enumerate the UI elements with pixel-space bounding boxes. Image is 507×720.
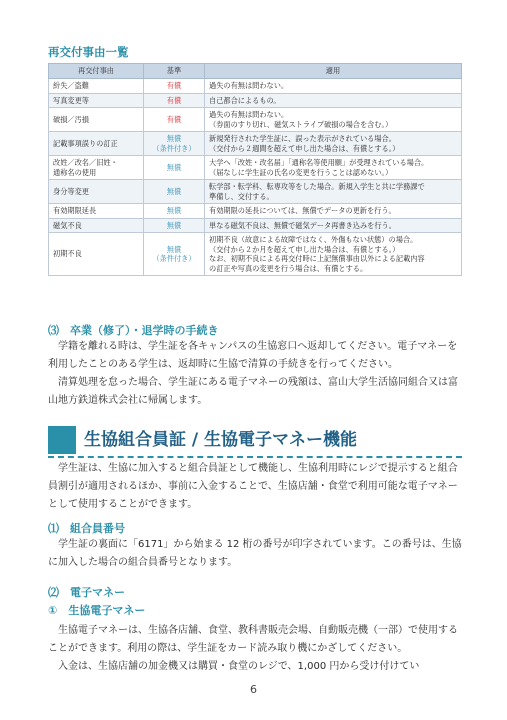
graduation-paragraph-1: 学籍を離れる時は、学生証を各キャンパスの生協窓口へ返却してください。電子マネーを利用したことのある学生は、返却時に生協で清算の手続きを行ってください。 — [48, 341, 458, 370]
header-basis: 基準 — [144, 64, 205, 79]
basis-cell: 無償 （条件付き） — [144, 233, 205, 276]
graduation-paragraph-2: 清算処理を怠った場合、学生証にある電子マネーの残額は、富山大学生活協同組合又は富山地方鉄道株式会社に帰属します。 — [48, 377, 458, 406]
table-row — [49, 204, 462, 219]
note-cell: 大学へ「改姓・改名届」「通称名等使用願」が受理されている場合。 （届なしに学生証の氏名の変更を行うことは認めない。） — [205, 156, 462, 180]
basis-cell: 有償 — [144, 79, 205, 94]
table-row — [49, 79, 462, 94]
table-row — [49, 156, 462, 180]
emoney-paragraph-1: 生協電子マネーは、生協各店舗、食堂、教科書販売会場、自動販売機（一部）で使用することができます。利用の際は、学生証をカード読み取り機にかざしてください。 — [48, 625, 458, 654]
member-number-paragraph: 学生証の裏面に「6171」から始まる 12 桁の番号が印字されています。この番号は、生協に加入した場合の組合員番号となります。 — [48, 539, 462, 568]
table-row — [49, 93, 462, 108]
table-row — [49, 233, 462, 276]
table-row — [49, 132, 462, 156]
header-reason: 再交付事由 — [49, 64, 144, 79]
reason-cell: 身分等変更 — [49, 180, 144, 204]
coop-intro: 学生証は、生協に加入すると組合員証として機能し、生協利用時にレジで提示すると組合員割引が適用されるほか、事前に入金することで、生協店舗・食堂で利用可能な電子マネーとして使用することができます。 — [48, 463, 458, 510]
table-body — [49, 79, 462, 276]
basis-cell: 無償 — [144, 156, 205, 180]
note-cell: 新規発行された学生証に、誤った表示がされている場合。 （交付から２週間を超えて申し出た場合は、有償とする。） — [205, 132, 462, 156]
banner-square-icon — [48, 426, 76, 454]
section-banner — [48, 424, 462, 458]
note-cell: 過失の有無は問わない。 （券面のすり切れ、磁気ストライプ破損の場合を含む。） — [205, 108, 462, 132]
table-row — [49, 218, 462, 233]
member-number-heading: ⑴ 組合員番号 — [48, 522, 125, 535]
note-cell: 有効期限の延長については、無償でデータの更新を行う。 — [205, 204, 462, 219]
coop-emoney-subheading: ① 生協電子マネー — [48, 604, 146, 617]
banner-title: 生協組合員証 / 生協電子マネー機能 — [84, 430, 358, 450]
reason-cell: 破損／汚損 — [49, 108, 144, 132]
table-row — [49, 180, 462, 204]
reissue-table — [48, 63, 462, 276]
note-cell: 自己都合によるもの。 — [205, 93, 462, 108]
reason-cell: 有効期限延長 — [49, 204, 144, 219]
reason-cell: 磁気不良 — [49, 218, 144, 233]
basis-cell: 無償 （条件付き） — [144, 132, 205, 156]
basis-cell: 無償 — [144, 218, 205, 233]
reason-cell: 紛失／盗難 — [49, 79, 144, 94]
reason-cell: 写真変更等 — [49, 93, 144, 108]
reissue-title: 再交付事由一覧 — [48, 45, 129, 59]
table-header-row — [49, 64, 462, 79]
basis-cell: 有償 — [144, 93, 205, 108]
note-cell: 初期不良（故意による故障ではなく、外傷もない状態）の場合。 （交付から２か月を超えて申し出た場合は、有償とする。） なお、初期不良による再交付時に上記無償事由以外による記載内容 の訂正や写真の変更を行う場合は、有償とする。 — [205, 233, 462, 276]
basis-cell: 無償 — [144, 204, 205, 219]
basis-cell: 有償 — [144, 108, 205, 132]
reason-cell: 改姓／改名／旧姓・ 通称名の使用 — [49, 156, 144, 180]
page-number: 6 — [250, 683, 257, 696]
emoney-paragraph-2: 入金は、生協店舗の加金機又は購買・食堂のレジで、1,000 円から受け付けてい — [58, 661, 420, 672]
header-note: 適用 — [205, 64, 462, 79]
reason-cell: 記載事項誤りの訂正 — [49, 132, 144, 156]
reason-cell: 初期不良 — [49, 233, 144, 276]
graduation-heading: ⑶ 卒業（修了）・退学時の手続き — [48, 324, 219, 337]
table-row — [49, 108, 462, 132]
note-cell: 単なる磁気不良は、無償で磁気データ再書き込みを行う。 — [205, 218, 462, 233]
emoney-heading: ⑵ 電子マネー — [48, 586, 125, 599]
note-cell: 転学部・転学科、転専攻等をした場合。新規入学生と共に学務課で 準備し、交付する。 — [205, 180, 462, 204]
basis-cell: 無償 — [144, 180, 205, 204]
note-cell: 過失の有無は問わない。 — [205, 79, 462, 94]
